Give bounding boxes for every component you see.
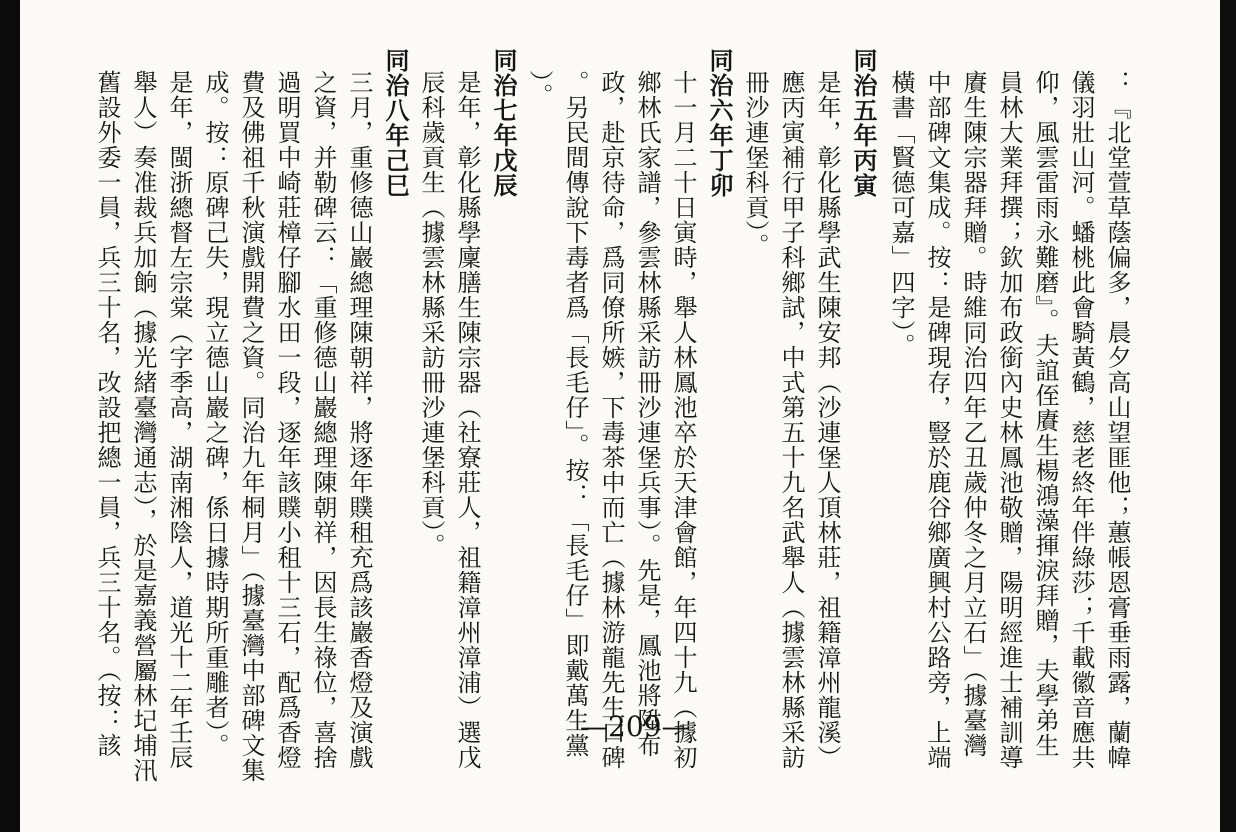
text-column: 是年，彰化縣學武生陳安邦（沙連堡人頂林莊，祖籍漳州龍溪） [813, 70, 841, 770]
text-column: 冊沙連堡科貢）。 [741, 70, 769, 258]
text-column: 成。按：原碑己失，現立德山巖之碑，係日據時期所重雕者）。 [201, 70, 229, 758]
text-column: ：『北堂萱草蔭偏多，晨夕高山望匪他；蕙帳恩膏垂雨露，蘭幃 [1103, 70, 1131, 770]
document-page [20, 0, 1232, 832]
section-heading: 同治七年戊辰 [489, 48, 518, 198]
text-column: 十一月二十日寅時，舉人林鳳池卒於天津會館，年四十九（據初 [669, 70, 697, 770]
text-column: 舊設外委一員，兵三十名，改設把總一員，兵三十名。（按：該 [93, 70, 121, 758]
text-column: 儀羽壯山河。蟠桃此會騎黃鶴，慈老終年伴綠莎；千載徽音應共 [1067, 70, 1095, 770]
text-column: 鄉林氏家譜，參雲林縣采訪冊沙連堡兵事）。先是，鳳池將陞布 [633, 70, 661, 758]
text-column: 仰，風雲雷雨永難磨』。夫誼侄賡生楊鴻藻揮淚拜贈，夫學弟生 [1031, 70, 1059, 758]
text-column: 是年，彰化縣學廩膳生陳宗器（社寮莊人，祖籍漳州漳浦）選戊 [453, 70, 481, 770]
section-heading: 同治五年丙寅 [849, 48, 878, 198]
section-heading: 同治八年己巳 [381, 48, 410, 198]
text-column: 是年，閩浙總督左宗棠（字季高，湖南湘陰人，道光十二年壬辰 [165, 70, 193, 770]
text-column: 三月，重修德山巖總理陳朝祥，將逐年贌租充爲該巖香燈及演戲 [345, 70, 373, 770]
text-column: 舉人）奏准裁兵加餉（據光緒臺灣通志），於是嘉義營屬林圮埔汛 [129, 70, 157, 783]
page-number: —209— [580, 710, 690, 743]
section-heading: 同治六年丁卯 [705, 48, 734, 198]
text-column: 政，赴京待命，爲同僚所嫉，下毒茶中而亡（據林游龍先生口碑 [597, 70, 625, 770]
text-column: 應丙寅補行甲子科鄉試，中式第五十九名武舉人（據雲林縣采訪 [777, 70, 805, 770]
text-column: 費及佛祖千秋演戲開費之資。同治九年桐月」（據臺灣中部碑文集 [237, 70, 265, 783]
binding-shadow-right [1220, 0, 1236, 832]
text-column: 橫書「賢德可嘉」四字）。 [887, 70, 915, 358]
text-column: 過明買中崎莊樟仔腳水田一段，逐年該贌小租十三石，配爲香燈 [273, 70, 301, 770]
text-column: 中部碑文集成。按：是碑現存，豎於鹿谷鄉廣興村公路旁，上端 [923, 70, 951, 770]
text-column: 辰科歲貢生（據雲林縣采訪冊沙連堡科貢）。 [417, 70, 445, 558]
binding-shadow-left [0, 0, 20, 832]
text-column: ）。 [525, 70, 553, 108]
text-column: 賡生陳宗器拜贈。時維同治四年乙丑歲仲冬之月立石」（據臺灣 [959, 70, 987, 758]
text-column: 。另民間傳說下毒者爲「長毛仔」。按：「長毛仔」即戴萬生黨 [561, 70, 589, 758]
text-column: 員林大業拜撰；欽加布政銜內史林鳳池敬贈，陽明經進士補訓導 [995, 70, 1023, 770]
text-column: 之資，并勒碑云：「重修德山巖總理陳朝祥，因長生祿位，喜捨 [309, 70, 337, 770]
